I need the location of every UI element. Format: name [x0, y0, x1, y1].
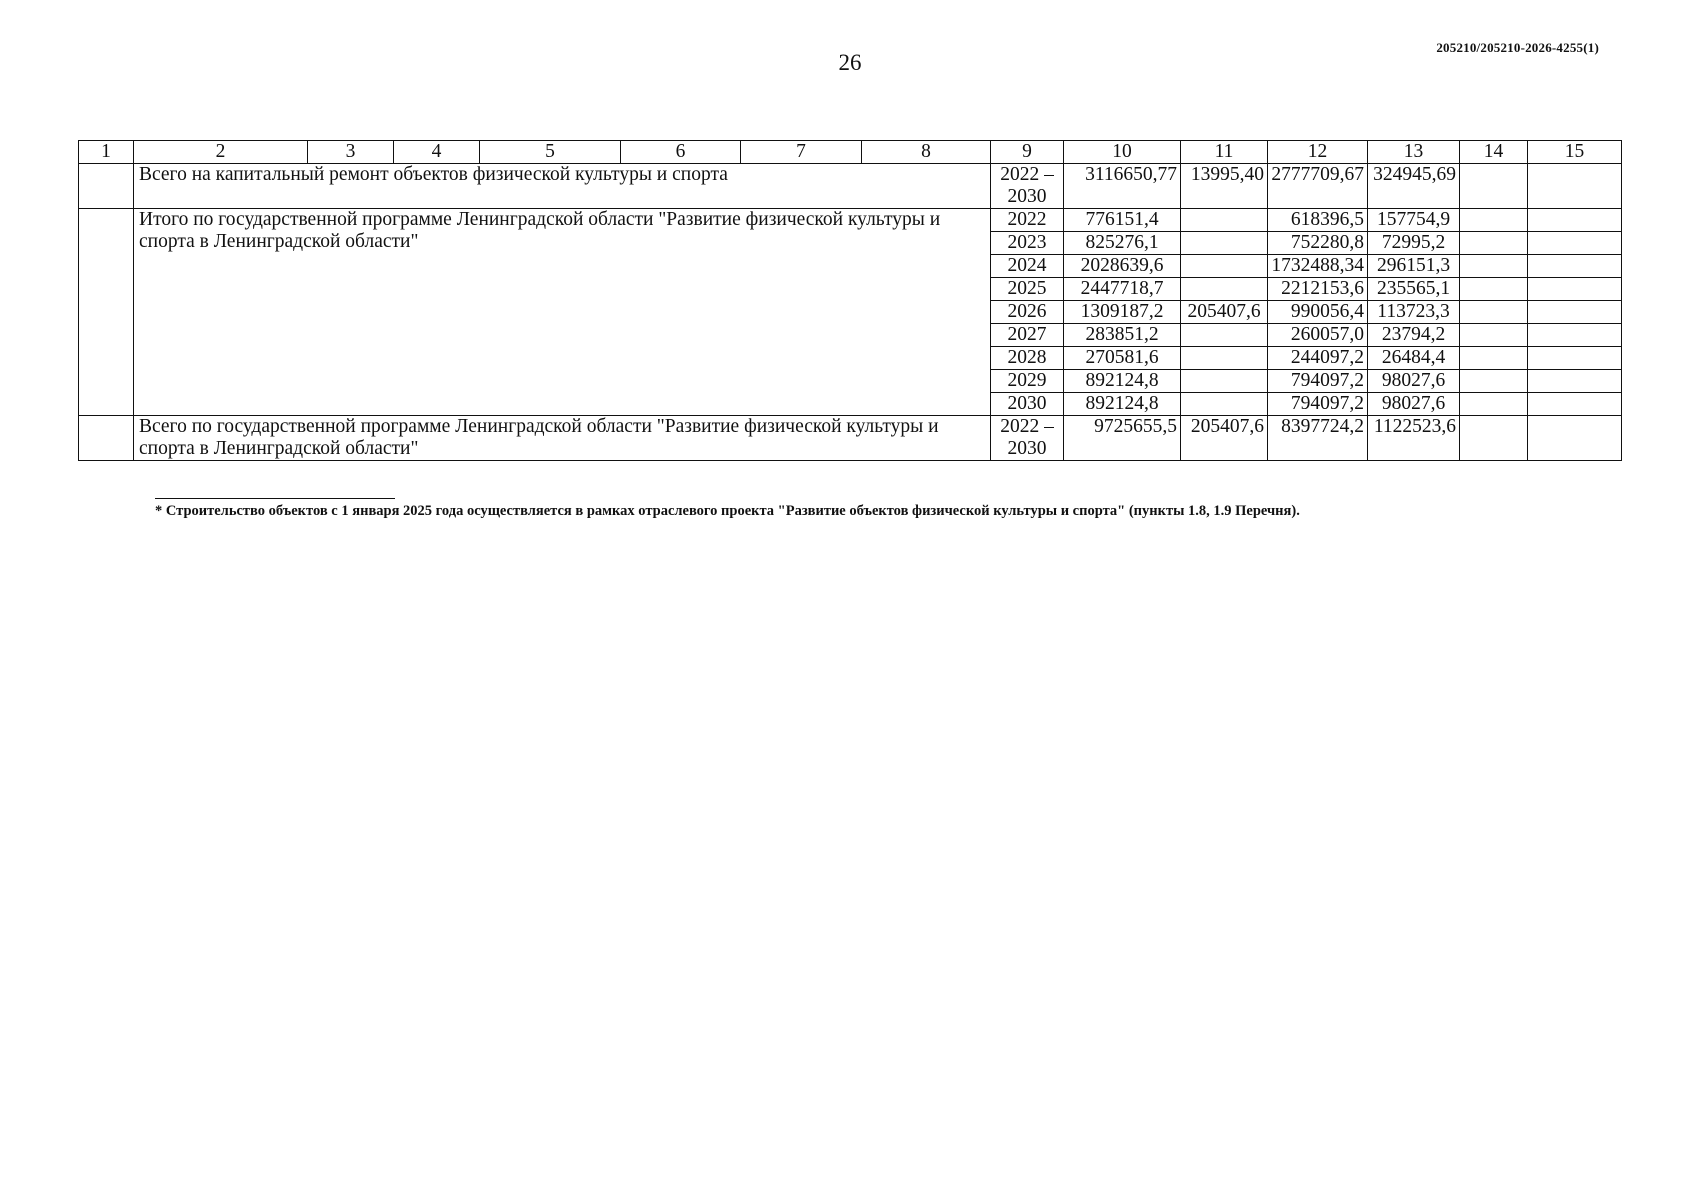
total-cell: 892124,8	[1064, 370, 1181, 393]
local-cell: 296151,3	[1368, 255, 1460, 278]
federal-cell: 205407,6	[1181, 301, 1268, 324]
column-number-cell: 12	[1268, 141, 1368, 164]
empty-cell-15	[1528, 255, 1622, 278]
empty-cell-15	[1528, 164, 1622, 209]
empty-cell-15	[1528, 324, 1622, 347]
column-number-cell: 4	[394, 141, 480, 164]
empty-cell-15	[1528, 278, 1622, 301]
regional-cell: 618396,5	[1268, 209, 1368, 232]
regional-cell: 752280,8	[1268, 232, 1368, 255]
table-row	[79, 416, 1622, 461]
local-cell: 1122523,6	[1368, 416, 1460, 461]
federal-cell	[1181, 278, 1268, 301]
table-row	[79, 209, 1622, 232]
column-number-row	[79, 141, 1622, 164]
year-range-cell: 2022 – 2030	[991, 164, 1064, 209]
regional-cell: 794097,2	[1268, 370, 1368, 393]
column-number-cell: 5	[480, 141, 621, 164]
total-cell: 776151,4	[1064, 209, 1181, 232]
total-cell: 2447718,7	[1064, 278, 1181, 301]
column-number-cell: 2	[134, 141, 308, 164]
empty-cell-14	[1460, 278, 1528, 301]
year-cell: 2025	[991, 278, 1064, 301]
regional-cell: 260057,0	[1268, 324, 1368, 347]
regional-cell: 794097,2	[1268, 393, 1368, 416]
year-cell: 2030	[991, 393, 1064, 416]
footnote: * Строительство объектов с 1 января 2025 года осуществляется в рамках отраслевого проекта "Развитие объектов физической культуры и спорта" (пункты 1.8, 1.9 Перечня).	[155, 503, 1300, 519]
column-number-cell: 8	[862, 141, 991, 164]
regional-cell: 990056,4	[1268, 301, 1368, 324]
federal-cell: 13995,40	[1181, 164, 1268, 209]
year-cell: 2022	[991, 209, 1064, 232]
year-cell: 2023	[991, 232, 1064, 255]
empty-cell-14	[1460, 232, 1528, 255]
local-cell: 23794,2	[1368, 324, 1460, 347]
column-number-cell: 3	[308, 141, 394, 164]
empty-cell-15	[1528, 301, 1622, 324]
empty-cell-15	[1528, 232, 1622, 255]
empty-cell-14	[1460, 209, 1528, 232]
empty-cell-14	[1460, 370, 1528, 393]
empty-cell-14	[1460, 393, 1528, 416]
empty-cell-14	[1460, 347, 1528, 370]
page-number: 26	[838, 50, 862, 75]
year-range-cell: 2022 – 2030	[991, 416, 1064, 461]
local-cell: 98027,6	[1368, 393, 1460, 416]
column-number-cell: 14	[1460, 141, 1528, 164]
empty-cell-14	[1460, 164, 1528, 209]
total-cell: 270581,6	[1064, 347, 1181, 370]
local-cell: 98027,6	[1368, 370, 1460, 393]
empty-cell-15	[1528, 370, 1622, 393]
document-id: 205210/205210-2026-4255(1)	[1436, 40, 1599, 55]
total-cell: 9725655,5	[1064, 416, 1181, 461]
column-number-cell: 1	[79, 141, 134, 164]
column-number-cell: 6	[621, 141, 741, 164]
section-label: Итого по государственной программе Ленинградской области "Развитие физической культуры и спорта в Ленинградской области"	[134, 209, 991, 416]
federal-cell	[1181, 347, 1268, 370]
federal-cell	[1181, 209, 1268, 232]
regional-cell: 8397724,2	[1268, 416, 1368, 461]
empty-cell-15	[1528, 209, 1622, 232]
local-cell: 72995,2	[1368, 232, 1460, 255]
regional-cell: 244097,2	[1268, 347, 1368, 370]
federal-cell	[1181, 324, 1268, 347]
empty-cell-14	[1460, 255, 1528, 278]
column-number-cell: 7	[741, 141, 862, 164]
federal-cell	[1181, 370, 1268, 393]
footnote-rule	[155, 498, 395, 499]
column-number-cell: 10	[1064, 141, 1181, 164]
federal-cell: 205407,6	[1181, 416, 1268, 461]
local-cell: 113723,3	[1368, 301, 1460, 324]
regional-cell: 1732488,34	[1268, 255, 1368, 278]
regional-cell: 2777709,67	[1268, 164, 1368, 209]
year-cell: 2024	[991, 255, 1064, 278]
total-cell: 283851,2	[1064, 324, 1181, 347]
local-cell: 324945,69	[1368, 164, 1460, 209]
empty-cell-15	[1528, 393, 1622, 416]
federal-cell	[1181, 393, 1268, 416]
local-cell: 157754,9	[1368, 209, 1460, 232]
table-body	[79, 141, 1622, 461]
column-number-cell: 11	[1181, 141, 1268, 164]
total-cell: 1309187,2	[1064, 301, 1181, 324]
regional-cell: 2212153,6	[1268, 278, 1368, 301]
year-cell: 2026	[991, 301, 1064, 324]
year-cell: 2028	[991, 347, 1064, 370]
column-number-cell: 13	[1368, 141, 1460, 164]
row-number-cell	[79, 209, 134, 416]
federal-cell	[1181, 232, 1268, 255]
empty-cell-15	[1528, 347, 1622, 370]
column-number-cell: 9	[991, 141, 1064, 164]
total-cell: 825276,1	[1064, 232, 1181, 255]
column-number-cell: 15	[1528, 141, 1622, 164]
local-cell: 26484,4	[1368, 347, 1460, 370]
table-row	[79, 164, 1622, 209]
year-cell: 2029	[991, 370, 1064, 393]
row-number-cell	[79, 416, 134, 461]
empty-cell-14	[1460, 416, 1528, 461]
total-cell: 2028639,6	[1064, 255, 1181, 278]
federal-cell	[1181, 255, 1268, 278]
local-cell: 235565,1	[1368, 278, 1460, 301]
empty-cell-15	[1528, 416, 1622, 461]
empty-cell-14	[1460, 324, 1528, 347]
total-cell: 3116650,77	[1064, 164, 1181, 209]
empty-cell-14	[1460, 301, 1528, 324]
total-cell: 892124,8	[1064, 393, 1181, 416]
section-label: Всего по государственной программе Ленинградской области "Развитие физической культуры и спорта в Ленинградской области"	[134, 416, 991, 461]
year-cell: 2027	[991, 324, 1064, 347]
row-number-cell	[79, 164, 134, 209]
budget-table	[78, 140, 1622, 461]
section-label: Всего на капитальный ремонт объектов физической культуры и спорта	[134, 164, 991, 209]
